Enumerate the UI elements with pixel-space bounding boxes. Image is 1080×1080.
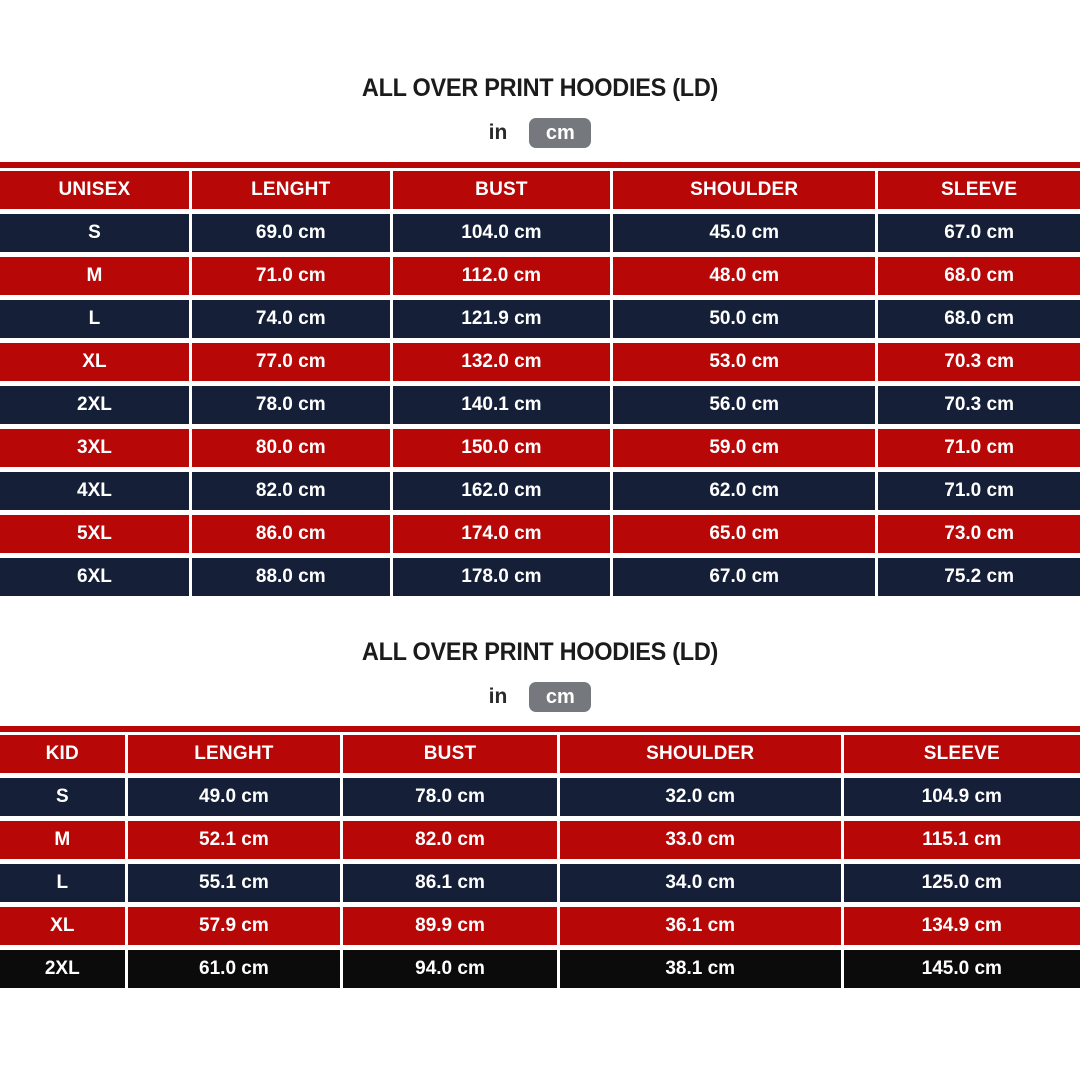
size-label: L xyxy=(0,300,189,338)
measurement-cell: 104.9 cm xyxy=(844,778,1080,816)
column-header: BUST xyxy=(343,735,557,773)
measurement-cell: 48.0 cm xyxy=(613,257,875,295)
size-label: 2XL xyxy=(0,386,189,424)
unit-toggle xyxy=(0,118,1080,148)
unit-in-button[interactable]: in xyxy=(488,685,508,708)
measurement-cell: 50.0 cm xyxy=(613,300,875,338)
measurement-cell: 75.2 cm xyxy=(878,558,1080,596)
chart-title: ALL OVER PRINT HOODIES (LD) xyxy=(361,74,719,102)
measurement-cell: 80.0 cm xyxy=(192,429,390,467)
size-label: 3XL xyxy=(0,429,189,467)
measurement-cell: 59.0 cm xyxy=(613,429,875,467)
measurement-cell: 162.0 cm xyxy=(393,472,611,510)
measurement-cell: 36.1 cm xyxy=(560,907,841,945)
measurement-cell: 45.0 cm xyxy=(613,214,875,252)
measurement-cell: 62.0 cm xyxy=(613,472,875,510)
unit-cm-button[interactable]: cm xyxy=(529,118,591,148)
measurement-cell: 65.0 cm xyxy=(613,515,875,553)
measurement-cell: 89.9 cm xyxy=(343,907,557,945)
measurement-cell: 71.0 cm xyxy=(192,257,390,295)
size-label: XL xyxy=(0,343,189,381)
measurement-cell: 145.0 cm xyxy=(844,950,1080,988)
size-label: L xyxy=(0,864,125,902)
measurement-cell: 67.0 cm xyxy=(613,558,875,596)
column-header: SHOULDER xyxy=(613,171,875,209)
measurement-cell: 34.0 cm xyxy=(560,864,841,902)
size-table xyxy=(0,171,1080,596)
measurement-cell: 82.0 cm xyxy=(343,821,557,859)
measurement-cell: 69.0 cm xyxy=(192,214,390,252)
measurement-cell: 88.0 cm xyxy=(192,558,390,596)
measurement-cell: 82.0 cm xyxy=(192,472,390,510)
measurement-cell: 78.0 cm xyxy=(192,386,390,424)
measurement-cell: 53.0 cm xyxy=(613,343,875,381)
measurement-cell: 52.1 cm xyxy=(128,821,341,859)
table-top-accent xyxy=(0,726,1080,732)
unit-in-button[interactable]: in xyxy=(488,121,508,144)
measurement-cell: 112.0 cm xyxy=(393,257,611,295)
table-top-accent xyxy=(0,162,1080,168)
column-header: LENGHT xyxy=(128,735,341,773)
measurement-cell: 38.1 cm xyxy=(560,950,841,988)
size-label: M xyxy=(0,257,189,295)
measurement-cell: 68.0 cm xyxy=(878,300,1080,338)
measurement-cell: 67.0 cm xyxy=(878,214,1080,252)
column-header: SLEEVE xyxy=(878,171,1080,209)
size-label: S xyxy=(0,214,189,252)
column-header: KID xyxy=(0,735,125,773)
size-label: 5XL xyxy=(0,515,189,553)
measurement-cell: 86.1 cm xyxy=(343,864,557,902)
measurement-cell: 104.0 cm xyxy=(393,214,611,252)
measurement-cell: 56.0 cm xyxy=(613,386,875,424)
unit-cm-button[interactable]: cm xyxy=(529,682,591,712)
size-label: 6XL xyxy=(0,558,189,596)
measurement-cell: 121.9 cm xyxy=(393,300,611,338)
chart-title: ALL OVER PRINT HOODIES (LD) xyxy=(361,638,719,666)
size-table-wrap xyxy=(0,726,1080,988)
measurement-cell: 61.0 cm xyxy=(128,950,341,988)
measurement-cell: 71.0 cm xyxy=(878,472,1080,510)
measurement-cell: 150.0 cm xyxy=(393,429,611,467)
measurement-cell: 70.3 cm xyxy=(878,386,1080,424)
measurement-cell: 86.0 cm xyxy=(192,515,390,553)
column-header: SLEEVE xyxy=(844,735,1080,773)
measurement-cell: 55.1 cm xyxy=(128,864,341,902)
column-header: BUST xyxy=(393,171,611,209)
measurement-cell: 132.0 cm xyxy=(393,343,611,381)
measurement-cell: 68.0 cm xyxy=(878,257,1080,295)
size-label: 4XL xyxy=(0,472,189,510)
measurement-cell: 70.3 cm xyxy=(878,343,1080,381)
size-label: 2XL xyxy=(0,950,125,988)
measurement-cell: 77.0 cm xyxy=(192,343,390,381)
measurement-cell: 178.0 cm xyxy=(393,558,611,596)
measurement-cell: 174.0 cm xyxy=(393,515,611,553)
column-header: SHOULDER xyxy=(560,735,841,773)
measurement-cell: 94.0 cm xyxy=(343,950,557,988)
measurement-cell: 74.0 cm xyxy=(192,300,390,338)
measurement-cell: 32.0 cm xyxy=(560,778,841,816)
size-label: XL xyxy=(0,907,125,945)
measurement-cell: 134.9 cm xyxy=(844,907,1080,945)
measurement-cell: 78.0 cm xyxy=(343,778,557,816)
size-label: M xyxy=(0,821,125,859)
measurement-cell: 57.9 cm xyxy=(128,907,341,945)
measurement-cell: 125.0 cm xyxy=(844,864,1080,902)
size-label: S xyxy=(0,778,125,816)
column-header: LENGHT xyxy=(192,171,390,209)
unit-toggle xyxy=(0,682,1080,712)
size-table xyxy=(0,735,1080,988)
column-header: UNISEX xyxy=(0,171,189,209)
measurement-cell: 115.1 cm xyxy=(844,821,1080,859)
size-table-wrap xyxy=(0,162,1080,596)
measurement-cell: 49.0 cm xyxy=(128,778,341,816)
measurement-cell: 71.0 cm xyxy=(878,429,1080,467)
measurement-cell: 73.0 cm xyxy=(878,515,1080,553)
size-chart-section xyxy=(0,596,1080,988)
measurement-cell: 33.0 cm xyxy=(560,821,841,859)
measurement-cell: 140.1 cm xyxy=(393,386,611,424)
